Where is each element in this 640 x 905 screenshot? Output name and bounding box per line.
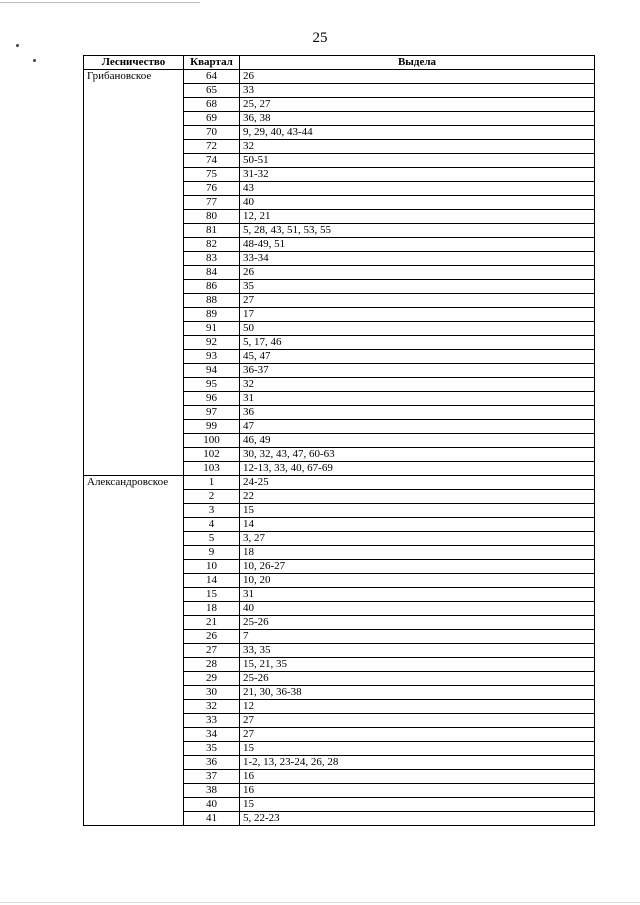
plot-numbers: 3, 27 (240, 532, 595, 546)
block-number: 10 (184, 560, 240, 574)
plot-numbers: 9, 29, 40, 43-44 (240, 126, 595, 140)
plot-numbers: 27 (240, 294, 595, 308)
block-number: 84 (184, 266, 240, 280)
plot-numbers: 26 (240, 266, 595, 280)
forestry-name: Александровское (84, 476, 184, 826)
plot-numbers: 5, 28, 43, 51, 53, 55 (240, 224, 595, 238)
table-row (84, 476, 595, 490)
block-number: 65 (184, 84, 240, 98)
block-number: 28 (184, 658, 240, 672)
plot-numbers: 15 (240, 504, 595, 518)
plot-numbers: 7 (240, 630, 595, 644)
plot-numbers: 5, 22-23 (240, 812, 595, 826)
block-number: 35 (184, 742, 240, 756)
block-number: 27 (184, 644, 240, 658)
table-header-row (84, 56, 595, 70)
scan-edge-line (0, 2, 200, 3)
plot-numbers: 16 (240, 770, 595, 784)
plot-numbers: 16 (240, 784, 595, 798)
block-number: 75 (184, 168, 240, 182)
plot-numbers: 50 (240, 322, 595, 336)
plot-numbers: 24-25 (240, 476, 595, 490)
block-number: 37 (184, 770, 240, 784)
plot-numbers: 12, 21 (240, 210, 595, 224)
plot-numbers: 10, 26-27 (240, 560, 595, 574)
page-number: 25 (312, 30, 328, 46)
block-number: 2 (184, 490, 240, 504)
block-number: 29 (184, 672, 240, 686)
block-number: 86 (184, 280, 240, 294)
plot-numbers: 5, 17, 46 (240, 336, 595, 350)
block-number: 103 (184, 462, 240, 476)
block-number: 26 (184, 630, 240, 644)
plot-numbers: 36, 38 (240, 112, 595, 126)
plot-numbers: 14 (240, 518, 595, 532)
block-number: 99 (184, 420, 240, 434)
plot-numbers: 27 (240, 714, 595, 728)
plot-numbers: 43 (240, 182, 595, 196)
plot-numbers: 17 (240, 308, 595, 322)
plot-numbers: 15 (240, 798, 595, 812)
plot-numbers: 32 (240, 378, 595, 392)
plot-numbers: 31 (240, 392, 595, 406)
block-number: 9 (184, 546, 240, 560)
plot-numbers: 50-51 (240, 154, 595, 168)
scan-edge-line (0, 902, 640, 903)
block-number: 83 (184, 252, 240, 266)
block-number: 36 (184, 756, 240, 770)
plot-numbers: 45, 47 (240, 350, 595, 364)
plot-numbers: 33 (240, 84, 595, 98)
table-body (84, 70, 595, 826)
block-number: 1 (184, 476, 240, 490)
plot-numbers: 33-34 (240, 252, 595, 266)
block-number: 41 (184, 812, 240, 826)
plot-numbers: 36 (240, 406, 595, 420)
plot-numbers: 30, 32, 43, 47, 60-63 (240, 448, 595, 462)
plot-numbers: 25, 27 (240, 98, 595, 112)
block-number: 30 (184, 686, 240, 700)
plot-numbers: 15, 21, 35 (240, 658, 595, 672)
block-number: 72 (184, 140, 240, 154)
plot-numbers: 36-37 (240, 364, 595, 378)
block-number: 100 (184, 434, 240, 448)
block-number: 32 (184, 700, 240, 714)
plot-numbers: 12-13, 33, 40, 67-69 (240, 462, 595, 476)
block-number: 102 (184, 448, 240, 462)
plot-numbers: 18 (240, 546, 595, 560)
header-block: Квартал (184, 56, 240, 70)
block-number: 70 (184, 126, 240, 140)
block-number: 18 (184, 602, 240, 616)
block-number: 21 (184, 616, 240, 630)
block-number: 74 (184, 154, 240, 168)
plot-numbers: 33, 35 (240, 644, 595, 658)
block-number: 3 (184, 504, 240, 518)
block-number: 94 (184, 364, 240, 378)
block-number: 15 (184, 588, 240, 602)
plot-numbers: 40 (240, 602, 595, 616)
plot-numbers: 10, 20 (240, 574, 595, 588)
plot-numbers: 31-32 (240, 168, 595, 182)
plot-numbers: 40 (240, 196, 595, 210)
block-number: 88 (184, 294, 240, 308)
block-number: 34 (184, 728, 240, 742)
plot-numbers: 15 (240, 742, 595, 756)
plot-numbers: 47 (240, 420, 595, 434)
plot-numbers: 1-2, 13, 23-24, 26, 28 (240, 756, 595, 770)
plot-numbers: 32 (240, 140, 595, 154)
plot-numbers: 31 (240, 588, 595, 602)
forestry-name: Грибановское (84, 70, 184, 476)
plot-numbers: 46, 49 (240, 434, 595, 448)
block-number: 40 (184, 798, 240, 812)
plot-numbers: 26 (240, 70, 595, 84)
plot-numbers: 21, 30, 36-38 (240, 686, 595, 700)
block-number: 68 (184, 98, 240, 112)
block-number: 80 (184, 210, 240, 224)
plot-numbers: 27 (240, 728, 595, 742)
block-number: 96 (184, 392, 240, 406)
plot-numbers: 48-49, 51 (240, 238, 595, 252)
block-number: 64 (184, 70, 240, 84)
block-number: 14 (184, 574, 240, 588)
plot-numbers: 25-26 (240, 616, 595, 630)
block-number: 91 (184, 322, 240, 336)
table-row (84, 70, 595, 84)
block-number: 81 (184, 224, 240, 238)
scan-speck (33, 59, 36, 62)
block-number: 38 (184, 784, 240, 798)
block-number: 97 (184, 406, 240, 420)
forest-plots-table (83, 55, 595, 826)
header-forestry: Лесничество (84, 56, 184, 70)
block-number: 69 (184, 112, 240, 126)
block-number: 76 (184, 182, 240, 196)
plot-numbers: 35 (240, 280, 595, 294)
plot-numbers: 25-26 (240, 672, 595, 686)
block-number: 4 (184, 518, 240, 532)
block-number: 92 (184, 336, 240, 350)
block-number: 82 (184, 238, 240, 252)
header-plots: Выдела (240, 56, 595, 70)
block-number: 77 (184, 196, 240, 210)
block-number: 89 (184, 308, 240, 322)
plot-numbers: 12 (240, 700, 595, 714)
plot-numbers: 22 (240, 490, 595, 504)
block-number: 93 (184, 350, 240, 364)
block-number: 33 (184, 714, 240, 728)
block-number: 95 (184, 378, 240, 392)
block-number: 5 (184, 532, 240, 546)
